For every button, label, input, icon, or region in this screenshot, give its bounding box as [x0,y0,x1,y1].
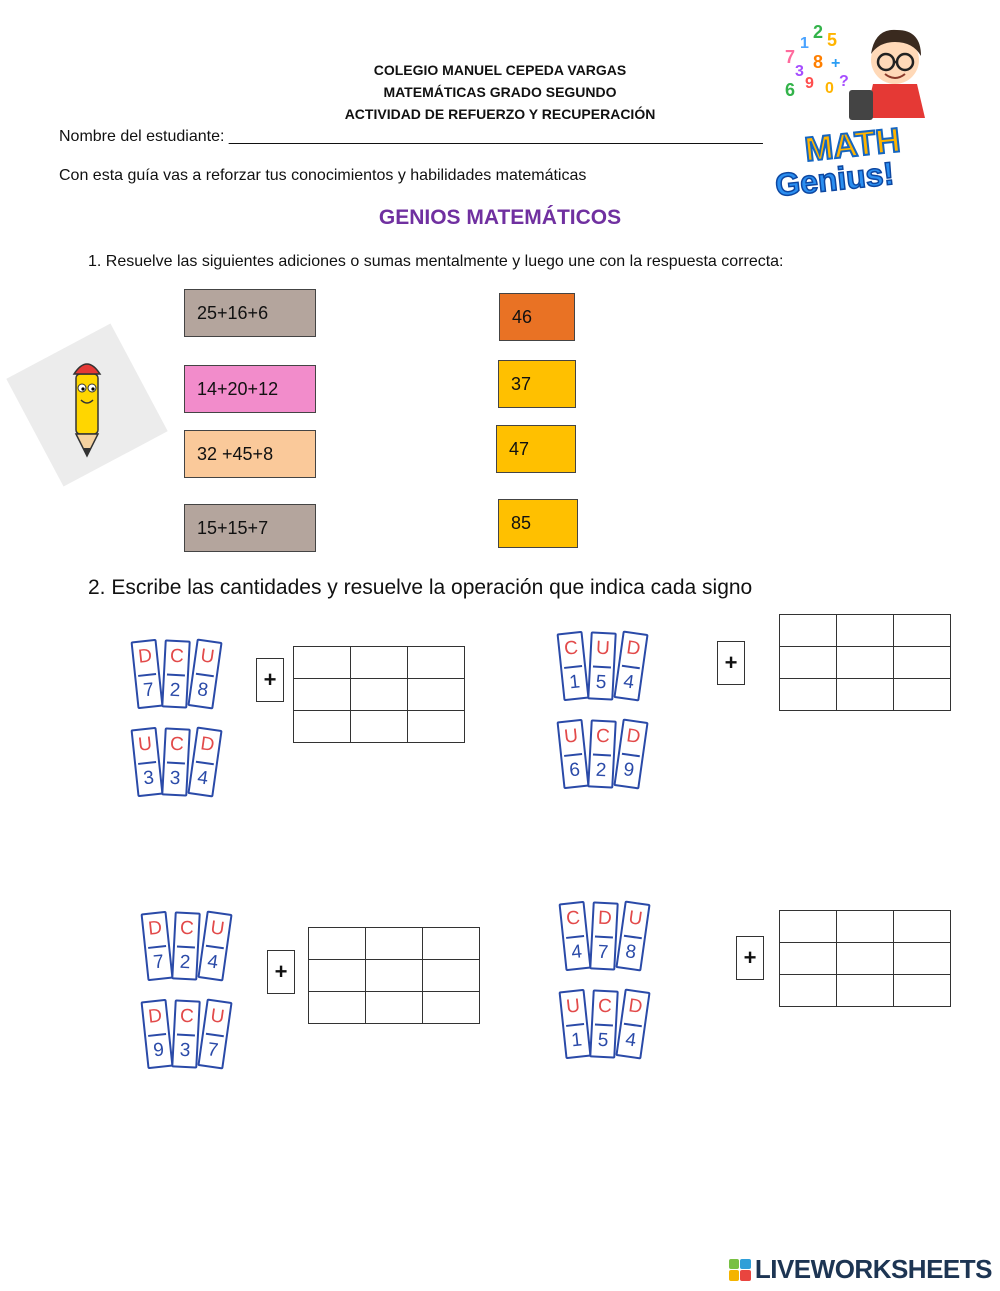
svg-text:+: + [831,55,841,72]
place-value-card: D 7 [131,639,164,709]
student-name-field[interactable]: Nombre del estudiante: ____________________________________________________________ [59,128,763,145]
page-title: GENIOS MATEMÁTICOS [378,206,622,229]
place-value-card: C 1 [557,631,590,701]
card-group-4 [560,900,656,1066]
svg-text:?: ? [839,73,849,90]
card-group-3 [142,910,238,1076]
svg-text:5: 5 [827,30,838,50]
answer-box-3[interactable]: 47 [496,425,576,473]
place-value-card: U 7 [197,999,232,1070]
place-value-card: U 3 [131,727,164,797]
grid-cell[interactable] [294,647,351,679]
subject-name: MATEMÁTICAS GRADO SEGUNDO [383,84,617,100]
grid-cell[interactable] [837,647,894,679]
svg-text:7: 7 [785,47,796,67]
grid-cell[interactable] [423,992,480,1024]
grid-cell[interactable] [837,975,894,1007]
plus-sign-4: + [736,936,764,980]
grid-cell[interactable] [894,975,951,1007]
logo-genius-text: Genius! [773,155,896,198]
logo-math-text: MATH [802,121,903,170]
svg-text:3: 3 [795,63,804,80]
place-value-card: D 7 [589,901,619,970]
grid-cell[interactable] [294,711,351,743]
operation-box-1[interactable]: 25+16+6 [184,289,316,337]
operation-box-3[interactable]: 32 +45+8 [184,430,316,478]
grid-cell[interactable] [780,679,837,711]
grid-cell[interactable] [837,615,894,647]
svg-text:0: 0 [825,80,834,97]
grid-cell[interactable] [780,943,837,975]
grid-cell[interactable] [309,960,366,992]
grid-cell[interactable] [309,992,366,1024]
plus-sign-1: + [256,658,284,702]
place-value-card: U 4 [197,911,232,982]
grid-cell[interactable] [894,679,951,711]
place-value-card: C 4 [559,901,592,971]
place-value-card: C 2 [171,911,201,980]
grid-cell[interactable] [309,928,366,960]
answer-grid-2 [779,614,951,711]
grid-cell[interactable] [837,679,894,711]
brand-text: LIVEWORKSHEETS [754,1254,992,1284]
place-value-card: U 1 [559,989,592,1059]
place-value-card: U 5 [587,631,617,700]
svg-text:6: 6 [785,80,796,100]
place-value-card: U 6 [557,719,590,789]
card-group-2 [558,630,654,796]
card-group-1 [132,638,228,804]
answer-box-1[interactable]: 46 [499,293,575,341]
grid-cell[interactable] [837,943,894,975]
grid-cell[interactable] [423,960,480,992]
math-genius-logo [765,18,945,198]
liveworksheets-brand [729,1254,992,1285]
math-genius-illustration [765,18,945,198]
grid-cell[interactable] [351,647,408,679]
grid-cell[interactable] [351,679,408,711]
place-value-card: C 3 [161,727,191,796]
grid-cell[interactable] [894,647,951,679]
svg-text:2: 2 [813,22,824,42]
grid-cell[interactable] [351,711,408,743]
pencil-sticker [6,323,167,486]
operation-box-4[interactable]: 15+15+7 [184,504,316,552]
place-value-card: C 3 [171,999,201,1068]
grid-cell[interactable] [780,911,837,943]
grid-cell[interactable] [366,992,423,1024]
place-value-card: D 9 [141,999,174,1069]
answer-grid-4 [779,910,951,1007]
grid-cell[interactable] [294,679,351,711]
answer-grid-3 [308,927,480,1024]
grid-cell[interactable] [408,679,465,711]
answer-box-2[interactable]: 37 [498,360,576,408]
liveworksheets-icon [729,1259,751,1281]
answer-grid-1 [293,646,465,743]
place-value-card: C 5 [589,989,619,1058]
place-value-card: U 8 [615,901,650,972]
svg-text:8: 8 [813,52,824,72]
grid-cell[interactable] [894,911,951,943]
intro-text: Con esta guía vas a reforzar tus conocimientos y habilidades matemáticas [59,167,587,184]
answer-box-4[interactable]: 85 [498,499,578,548]
place-value-card: D 4 [613,631,648,702]
grid-cell[interactable] [408,711,465,743]
activity-name: ACTIVIDAD DE REFUERZO Y RECUPERACIÓN [344,106,656,122]
place-value-card: D 4 [187,727,222,798]
grid-cell[interactable] [423,928,480,960]
question-2-label: 2. Escribe las cantidades y resuelve la operación que indica cada signo [88,576,753,599]
svg-text:1: 1 [800,35,809,52]
grid-cell[interactable] [837,911,894,943]
grid-cell[interactable] [780,615,837,647]
operation-box-2[interactable]: 14+20+12 [184,365,316,413]
grid-cell[interactable] [366,928,423,960]
place-value-card: U 8 [187,639,222,710]
grid-cell[interactable] [408,647,465,679]
grid-cell[interactable] [894,615,951,647]
place-value-card: D 7 [141,911,174,981]
grid-cell[interactable] [780,647,837,679]
svg-text:9: 9 [805,75,814,92]
grid-cell[interactable] [780,975,837,1007]
plus-sign-2: + [717,641,745,685]
grid-cell[interactable] [366,960,423,992]
question-1-label: 1. Resuelve las siguientes adiciones o sumas mentalmente y luego une con la respuesta correcta: [88,253,784,270]
place-value-card: C 2 [587,719,617,788]
grid-cell[interactable] [894,943,951,975]
plus-sign-3: + [267,950,295,994]
pencil-icon [6,323,167,486]
school-name: COLEGIO MANUEL CEPEDA VARGAS [373,62,627,78]
place-value-card: D 4 [615,989,650,1060]
place-value-card: C 2 [161,639,191,708]
place-value-card: D 9 [613,719,648,790]
